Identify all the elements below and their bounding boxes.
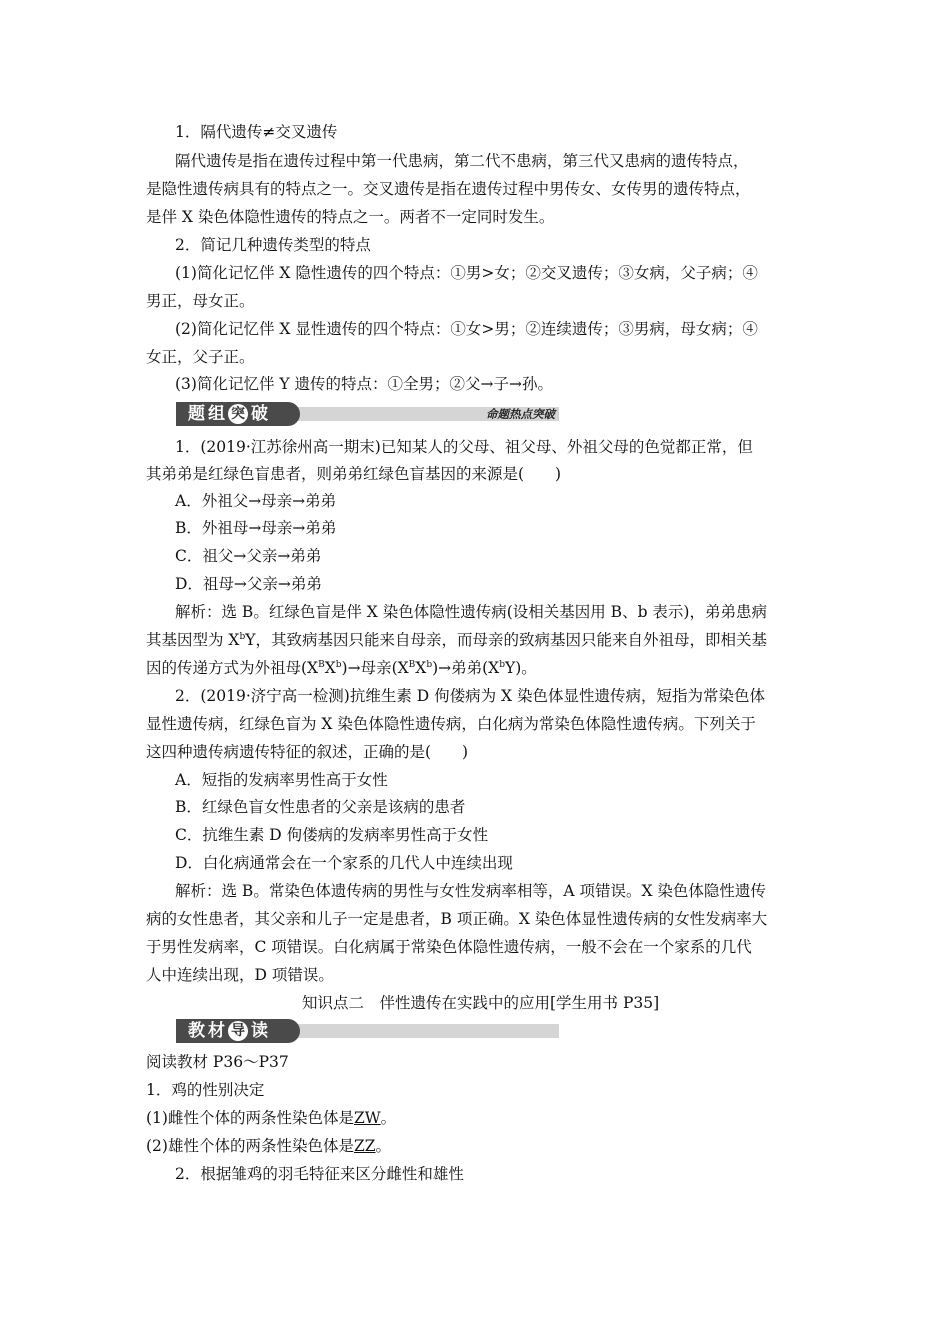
list-item: (2)简化记忆伴 X 显性遗传的四个特点：①女>男；②连续遗传；③男病，母女病；④ <box>175 320 758 338</box>
list-item <box>146 1136 391 1156</box>
section-banner <box>176 1019 559 1043</box>
question-option: D．白化病通常会在一个家系的几代人中连续出现 <box>175 854 513 872</box>
analysis-line: 解析：选 B。红绿色盲是伴 X 染色体隐性遗传病(设相关基因用 B、b 表示)，弟弟患病 <box>175 603 767 621</box>
text-run: 因的传递方式为外祖母(X <box>146 659 319 677</box>
superscript: B <box>408 660 416 670</box>
question-stem: 显性遗传病，红绿色盲为 X 染色体隐性遗传病，白化病为常染色体隐性遗传病。下列关于 <box>146 715 756 733</box>
superscript: b <box>499 660 505 670</box>
knowledge-point-title: 知识点二 伴性遗传在实践中的应用[学生用书 P35] <box>302 994 660 1012</box>
paragraph-line: 隔代遗传是指在遗传过程中第一代患病，第二代不患病，第三代又患病的遗传特点， <box>175 152 749 170</box>
list-item <box>146 1108 396 1128</box>
question-option: A．外祖父→母亲→弟弟 <box>175 492 337 510</box>
analysis-line: 病的女性患者，其父亲和儿子一定是患者，B 项正确。X 染色体显性遗传病的女性发病率大 <box>146 910 768 928</box>
text-run: Y，其致病基因只能来自母亲，而母亲的致病基因只能来自外祖母，即相关基 <box>245 631 767 649</box>
section-heading: 2．根据雏鸡的羽毛特征来区分雌性和雄性 <box>175 1165 464 1183</box>
paragraph-line: 是伴 X 染色体隐性遗传的特点之一。两者不一定同时发生。 <box>146 208 555 226</box>
text-run: 。 <box>375 1137 392 1155</box>
text-run: 其基因型为 X <box>146 631 240 649</box>
underlined-answer: ZZ <box>353 1137 376 1155</box>
superscript: b <box>426 660 433 670</box>
text-run: Y)。 <box>504 659 537 677</box>
paragraph-line: 是隐性遗传病具有的特点之一。交叉遗传是指在遗传过程中男传女、女传男的遗传特点， <box>146 180 751 198</box>
banner-char: 教 <box>188 1021 208 1041</box>
text-run: (1)雌性个体的两条性染色体是 <box>146 1109 354 1127</box>
banner-circle-char: 突 <box>228 404 248 424</box>
question-stem: 这四种遗传病遗传特征的叙述，正确的是( ) <box>146 743 469 761</box>
list-item: (1)简化记忆伴 X 隐性遗传的四个特点：①男>女；②交叉遗传；③女病，父子病；④ <box>175 264 758 282</box>
banner-char: 破 <box>251 404 271 424</box>
analysis-line <box>146 630 767 650</box>
question-option: B．外祖母→母亲→弟弟 <box>175 519 337 537</box>
banner-title <box>188 402 271 426</box>
question-option: C．抗维生素 D 佝偻病的发病率男性高于女性 <box>175 826 489 844</box>
list-item-continued: 男正，母女正。 <box>146 292 255 310</box>
text-run: (2)雄性个体的两条性染色体是 <box>146 1137 354 1155</box>
banner-strip <box>286 1024 559 1038</box>
superscript: B <box>318 660 325 670</box>
superscript: b <box>335 660 342 670</box>
reading-range: 阅读教材 P36～P37 <box>146 1053 289 1071</box>
text-run: )→弟弟(X <box>432 659 500 677</box>
section-banner <box>176 402 559 426</box>
banner-circle-char: 导 <box>228 1021 248 1041</box>
analysis-line: 于男性发病率，C 项错误。白化病属于常染色体隐性遗传病，一般不会在一个家系的几代 <box>146 938 752 956</box>
banner-char: 题 <box>188 404 208 424</box>
text-run: X <box>415 659 427 677</box>
underlined-answer: ZW <box>353 1109 381 1127</box>
banner-tag: 命题热点突破 <box>486 407 555 421</box>
question-stem: 2．(2019·济宁高一检测)抗维生素 D 佝偻病为 X 染色体显性遗传病，短指为常染色体 <box>175 687 766 705</box>
list-item: (3)简化记忆伴 Y 遗传的特点：①全男；②父→子→孙。 <box>175 375 554 393</box>
section-heading: 1．鸡的性别决定 <box>146 1081 265 1099</box>
list-item-continued: 女正，父子正。 <box>146 348 255 366</box>
text-run: 。 <box>380 1109 397 1127</box>
section-heading: 2．简记几种遗传类型的特点 <box>175 236 371 254</box>
analysis-line <box>146 658 537 678</box>
text-run: )→母亲(X <box>341 659 409 677</box>
question-stem: 1．(2019·江苏徐州高一期末)已知某人的父母、祖父母、外祖父母的色觉都正常，但 <box>175 438 753 456</box>
banner-title <box>188 1019 271 1043</box>
question-option: A．短指的发病率男性高于女性 <box>175 771 388 789</box>
banner-char: 读 <box>251 1021 271 1041</box>
banner-char: 材 <box>208 1021 228 1041</box>
superscript: b <box>239 632 246 642</box>
text-run: X <box>324 659 336 677</box>
analysis-line: 解析：选 B。常染色体遗传病的男性与女性发病率相等，A 项错误。X 染色体隐性遗传 <box>175 882 766 900</box>
question-option: C．祖父→父亲→弟弟 <box>175 547 322 565</box>
section-heading: 1．隔代遗传≠交叉遗传 <box>175 123 338 141</box>
analysis-line: 人中连续出现，D 项错误。 <box>146 966 334 984</box>
banner-char: 组 <box>208 404 228 424</box>
question-stem: 其弟弟是红绿色盲患者，则弟弟红绿色盲基因的来源是( ) <box>146 465 562 483</box>
question-option: D．祖母→父亲→弟弟 <box>175 575 322 593</box>
question-option: B．红绿色盲女性患者的父亲是该病的患者 <box>175 798 466 816</box>
